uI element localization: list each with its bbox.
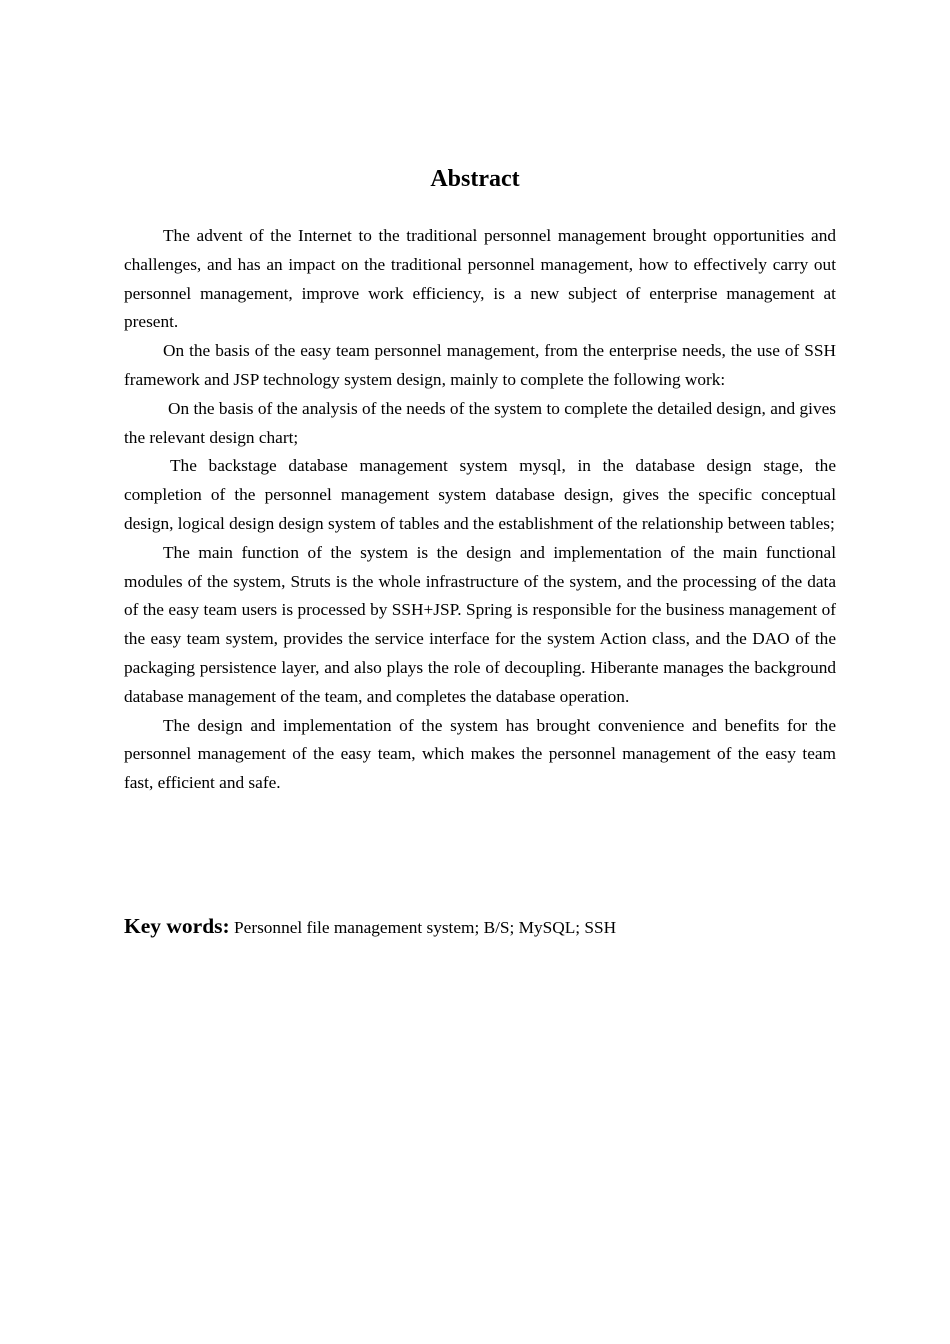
abstract-paragraph-2: On the basis of the easy team personnel management, from the enterprise needs, the use of SSH framework and JSP technology system design, mainly to complete the following work: <box>124 341 836 389</box>
keywords-label: Key words: <box>124 914 230 938</box>
abstract-body <box>124 222 836 798</box>
abstract-paragraph-1: The advent of the Internet to the traditional personnel management brought opportunities and challenges, and has an impact on the traditional personnel management, how to effectively carry out personnel management, improve work efficiency, is a new subject of enterprise management at present. <box>124 226 836 332</box>
keywords-line <box>124 909 836 945</box>
abstract-paragraph-5: The main function of the system is the design and implementation of the main functional modules of the system, Struts is the whole infrastructure of the system, and the processing of the data of the easy team users is processed by SSH+JSP. Spring is responsible for the business management of the easy team system, provides the service interface for the system Action class, and the DAO of the packaging persistence layer, and also plays the role of decoupling. Hiberante manages the background database management of the team, and completes the database operation. <box>124 542 836 706</box>
abstract-paragraph-4: The backstage database management system mysql, in the database design stage, the completion of the personnel management system database design, gives the specific conceptual design, logical design design system of tables and the establishment of the relationship between tables; <box>124 456 836 533</box>
page-title: Abstract <box>430 166 520 192</box>
abstract-paragraph-6: The design and implementation of the system has brought convenience and benefits for the personnel management of the easy team, which makes the personnel management of the easy team fast, efficient and safe. <box>124 715 836 793</box>
abstract-paragraph-3: On the basis of the analysis of the needs of the system to complete the detailed design, and gives the relevant design chart; <box>124 398 836 447</box>
keywords-text: Personnel file management system; B/S; MySQL; SSH <box>234 918 617 937</box>
